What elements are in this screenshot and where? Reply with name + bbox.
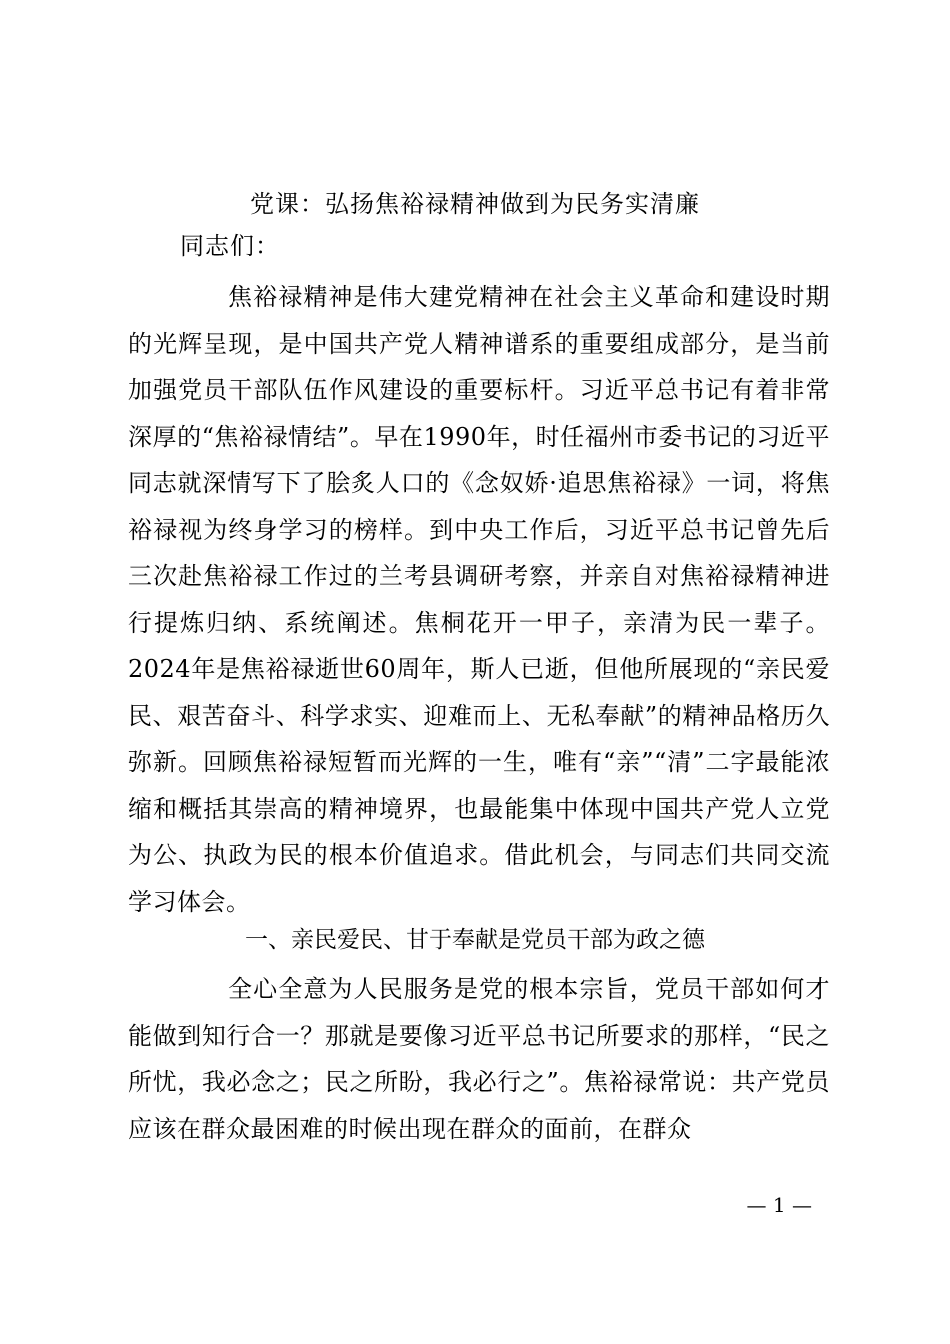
salutation: 同志们： <box>180 232 280 260</box>
document-title: 党课：弘扬焦裕禄精神做到为民务实清廉 <box>250 190 700 218</box>
paragraph-section-1: 全心全意为人民服务是党的根本宗旨，党员干部如何才能做到知行合一？那就是要像习近平总书记所要求的那样，“民之所忧，我必念之；民之所盼，我必行之”。焦裕禄常说：共产党员应该在群众最困难的时候出现在群众的面前，在群众 <box>128 975 830 1143</box>
paragraph-intro: 焦裕禄精神是伟大建党精神在社会主义革命和建设时期的光辉呈现，是中国共产党人精神谱系的重要组成部分，是当前加强党员干部队伍作风建设的重要标杆。习近平总书记有着非常深厚的“焦裕禄情结”。早在1990年，时任福州市委书记的习近平同志就深情写下了脍炙人口的《念奴娇·追思焦裕禄》一词，将焦裕禄视为终身学习的榜样。到中央工作后，习近平总书记曾先后三次赴焦裕禄工作过的兰考县调研考察，并亲自对焦裕禄精神进行提炼归纳、系统阐述。焦桐花开一甲子，亲清为民一辈子。2024年是焦裕禄逝世60周年，斯人已逝，但他所展现的“亲民爱民、艰苦奋斗、科学求实、迎难而上、无私奉献”的精神品格历久弥新。回顾焦裕禄短暂而光辉的一生，唯有“亲”“清”二字最能浓缩和概括其崇高的精神境界，也最能集中体现中国共产党人立党为公、执政为民的根本价值追求。借此机会，与同志们共同交流学习体会。 <box>128 283 830 916</box>
page-number: — 1 — <box>746 1193 812 1217</box>
section-heading: 一、亲民爱民、甘于奉献是党员干部为政之德 <box>245 927 705 953</box>
